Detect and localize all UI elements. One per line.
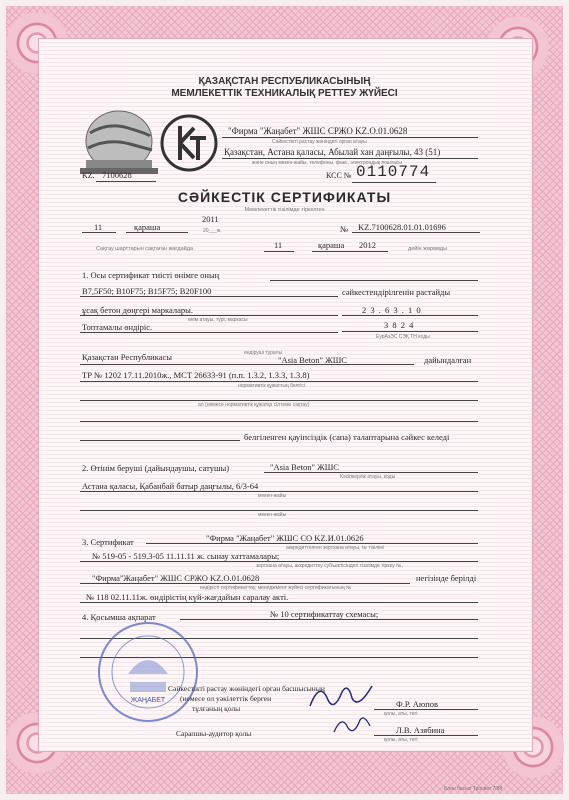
- valid-year: 2012: [359, 240, 376, 250]
- kt-logo-icon: [160, 114, 218, 172]
- section-1-label: 1. Осы сертификат тиісті өнімге оның: [82, 270, 220, 280]
- cert-basis: "Фирма "Жаңабет" ЖШС СО KZ.И.01.0626: [206, 533, 364, 543]
- valid-month: қараша: [318, 240, 345, 250]
- requirements-text: белгіленген қауіпсіздік (сапа) талаптарына сәйкес келеді: [244, 432, 450, 442]
- maker-suffix: дайындалған: [424, 355, 472, 365]
- standard-caption: нормативтік құжаттың белгісі: [238, 383, 305, 389]
- head-signature-line-3: тұлғаның қолы: [192, 704, 241, 713]
- signature-2-icon: [330, 712, 374, 738]
- maker-name: "Asia Beton" ЖШС: [278, 355, 347, 365]
- production-type: Топтамалы өндіріс.: [82, 322, 153, 332]
- auditor-label: Сарапшы-аудитор қолы: [176, 729, 252, 738]
- validity-label: Сақтау шарттарын сақтаған жағдайда: [96, 246, 193, 252]
- certification-scheme: № 10 сертификаттау схемасы;: [270, 609, 379, 619]
- org-address: Қазақстан, Астана қаласы, Абылай хан даңғылы, 43 (51): [224, 147, 441, 157]
- issue-month: қараша: [134, 222, 161, 232]
- signer-2-name: Л.В. Азябина: [396, 725, 445, 735]
- product-code-2: 3 8 2 4: [384, 320, 415, 330]
- valid-day: 11: [274, 240, 283, 250]
- issue-year-suffix: 20___ж.: [203, 228, 222, 234]
- product-name: ұсақ бетон дөңгері маркалары.: [82, 305, 193, 315]
- product-code: 2 3 . 6 3 . 1 0: [362, 305, 422, 315]
- globe-emblem-icon: [78, 108, 160, 178]
- issued-suffix: негізінде берілді: [416, 573, 477, 583]
- test-caption: зертхана атауы, аккредиттеу субъектісіндегі тізілімде тіркеу №,: [256, 563, 403, 569]
- applicant-caption: Кәсіпкерлік атауы, коды: [340, 474, 396, 480]
- applicant-address: Астана қаласы, Қабанбай батыр даңғылы, 6/3-64: [82, 481, 259, 491]
- reg-left-prefix: KZ.: [82, 171, 95, 180]
- issue-year: 2011: [202, 214, 219, 224]
- authority-name: "Фирма"Жаңабет" ЖШС СРЖО KZ.O.01.0628: [92, 573, 260, 583]
- standard-reference: ТР № 1202 17.11.2010ж., МСТ 26633-91 (п.п. 1.3.2, 1.3.3, 1.3.8): [82, 370, 310, 380]
- head-signature-line-2: (немесе ол уәкілеттік берген: [180, 694, 272, 703]
- section-2-label: 2. Өтінім беруші (дайындаушы, сатушы): [82, 463, 230, 473]
- product-grades: B7,5F50; B10F75; B15F75; B20F100: [82, 286, 212, 296]
- applicant-name: "Asia Beton" ЖШС: [270, 462, 339, 472]
- signer-1-name: Ф.Р. Аюпов: [396, 699, 439, 709]
- org-address-caption: және оның мекен-жайы, телефоны, факс, электрондық поштасы: [252, 160, 402, 166]
- code-caption: ЕурАзЭС СЭҚ ТН коды: [376, 334, 430, 340]
- org-name-caption: Сәйкестікті растау жөніндегі орган атауы: [272, 139, 367, 145]
- header-line-2: МЕМЛЕКЕТТІК ТЕХНИКАЛЫҚ РЕТТЕУ ЖҮЙЕСІ: [171, 88, 398, 99]
- section-4-label: 4. Қосымша ақпарат: [82, 612, 156, 622]
- reg-no-sign: №: [340, 224, 349, 234]
- reg-left-number: 7100628: [102, 170, 132, 180]
- test-report: № 519-05 - 519.3-05 11.11.11 ж. сынау хаттамалары;: [92, 551, 280, 561]
- address-caption-2: мекен-жайы: [258, 512, 287, 518]
- serial-number: 0110774: [356, 163, 431, 181]
- kss-label: КСС №: [326, 171, 352, 180]
- footer-mark: Блан басып Тросвет 7/88: [444, 786, 503, 792]
- country: Қазақстан Республикасы: [82, 352, 172, 362]
- address-caption: мекен-жайы: [258, 493, 287, 499]
- certificate-title: СӘЙКЕСТІК СЕРТИФИКАТЫ: [177, 189, 392, 205]
- title-subtitle: Мемлекеттік тізілімде тіркелген: [244, 207, 325, 213]
- product-name-caption: өнім атауы, түрі, маркасы: [188, 317, 248, 323]
- head-signature-line-1: Сәйкестікті растау жөніндегі орган басшысының: [168, 684, 325, 693]
- org-name: "Фирма "Жаңабет" ЖШС СРЖО KZ.O.01.0628: [228, 126, 408, 136]
- validity-suffix: дейін жарамды: [408, 246, 447, 252]
- section-3-label: 3. Сертификат: [82, 537, 134, 547]
- production-act: № 118 02.11.11ж. өндірістің күй-жағдайын саралау акті.: [86, 592, 289, 602]
- official-stamp-icon: [96, 620, 200, 724]
- header-line-1: ҚАЗАҚСТАН РЕСПУБЛИКАСЫНЫҢ: [198, 76, 371, 87]
- stamp-text: ЖАҢАБЕТ: [130, 697, 166, 704]
- issue-day: 11: [94, 222, 103, 232]
- authority-caption: өндірісті сертификаттау, менеджмент жүйесі сертификатының №: [200, 585, 352, 591]
- standard-caption-2: ал (немесе нормативтік құжатқа сілтеме сақтау): [198, 402, 310, 408]
- confirm-text: сәйкестендірілгенін растайды: [342, 287, 451, 297]
- signature-1-icon: [306, 676, 376, 716]
- signer-2-caption: қолы, аты, тегі: [384, 737, 418, 743]
- cert-basis-caption: аккредиттелген зертхана атауы, № тізілімі: [286, 545, 384, 551]
- maker-caption: өндіруші туралы: [244, 350, 283, 356]
- signer-1-caption: қолы, аты, тегі: [384, 711, 418, 717]
- registration-number: KZ.7100628.01.01.01696: [358, 222, 446, 232]
